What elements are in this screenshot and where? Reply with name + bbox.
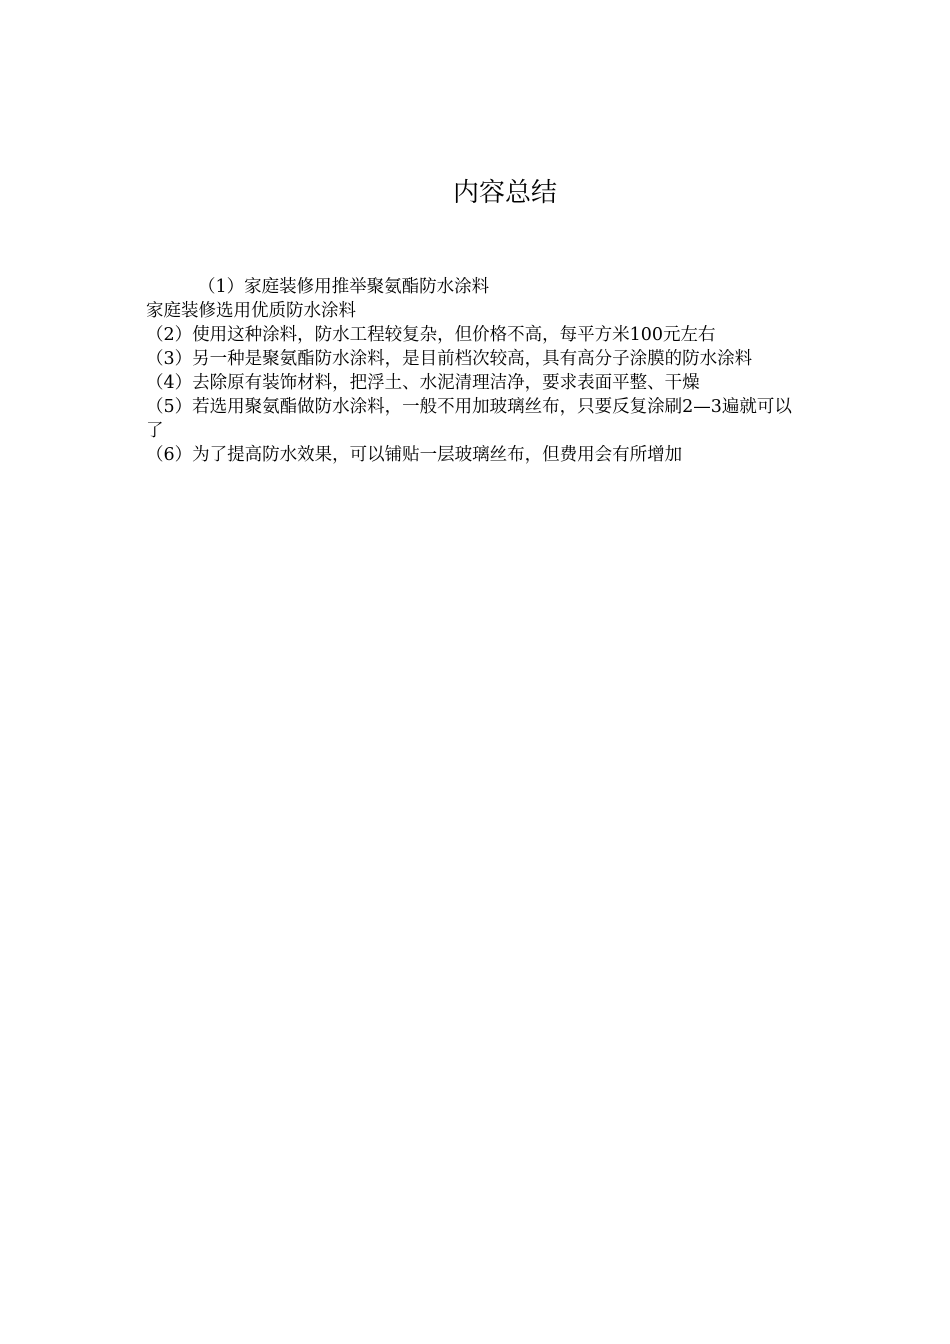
paragraph-2: 家庭装修选用优质防水涂料 xyxy=(146,301,356,321)
paragraph-4: （3）另一种是聚氨酯防水涂料，是目前档次较高，具有高分子涂膜的防水涂料 xyxy=(146,349,753,369)
paragraph-1: （1）家庭装修用推举聚氨酯防水涂料 xyxy=(198,277,490,297)
paragraph-6: （5）若选用聚氨酯做防水涂料，一般不用加玻璃丝布，只要反复涂刷2—3遍就可以了 xyxy=(146,397,792,441)
page-title: 内容总结 xyxy=(452,178,557,208)
paragraph-3: （2）使用这种涂料，防水工程较复杂，但价格不高，每平方米100元左右 xyxy=(146,325,716,345)
document-body xyxy=(146,275,802,467)
paragraph-7: （6）为了提高防水效果，可以铺贴一层玻璃丝布，但费用会有所增加 xyxy=(146,445,683,465)
paragraph-5: （4）去除原有装饰材料，把浮土、水泥清理洁净，要求表面平整、干燥 xyxy=(146,373,700,393)
